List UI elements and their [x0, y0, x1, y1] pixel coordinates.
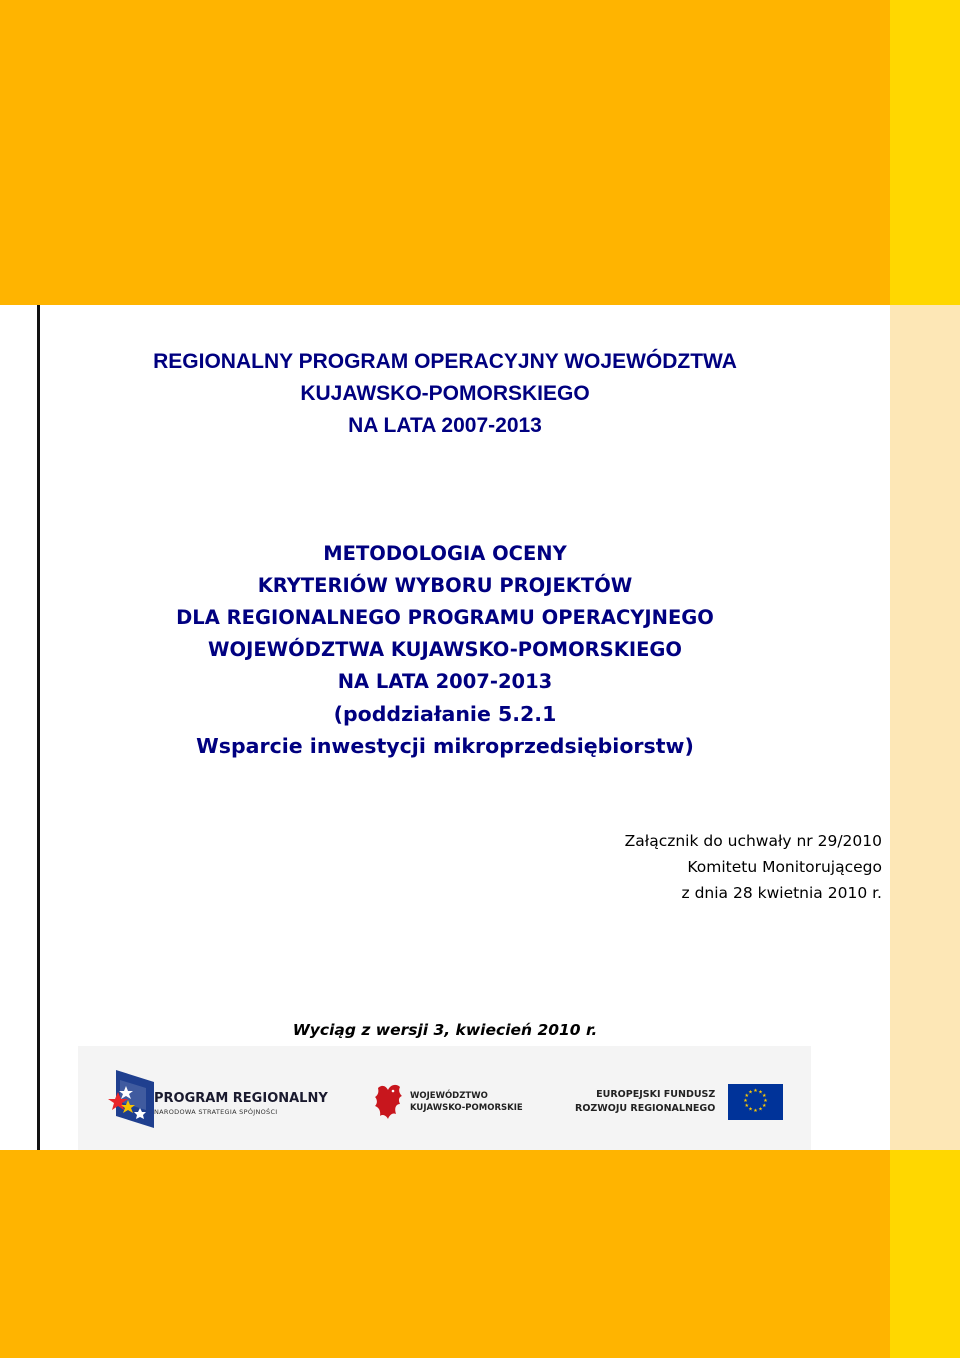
attachment-line: Komitetu Monitorującego: [687, 858, 882, 876]
wojewodztwo-line: WOJEWÓDZTWO: [410, 1091, 488, 1101]
version-extract-note: Wyciąg z wersji 3, kwiecień 2010 r.: [292, 1021, 598, 1039]
svg-text:★: ★: [763, 1098, 768, 1104]
svg-text:★: ★: [743, 1098, 748, 1104]
program-regionalny-logo-icon: [106, 1070, 156, 1130]
attachment-note: [560, 828, 882, 906]
subaction-line: Wsparcie inwestycji mikroprzedsiębiorstw): [196, 734, 694, 758]
wojewodztwo-line: KUJAWSKO-POMORSKIE: [410, 1103, 523, 1113]
methodology-title-line: KRYTERIÓW WYBORU PROJEKTÓW: [257, 574, 633, 597]
methodology-title: [0, 538, 890, 762]
efrr-text: [575, 1088, 715, 1116]
svg-text:★: ★: [744, 1093, 750, 1099]
methodology-title-line: DLA REGIONALNEGO PROGRAMU OPERACYJNEGO: [176, 606, 714, 629]
svg-text:★: ★: [753, 1108, 758, 1114]
bottom-yellow-strip: [890, 1150, 960, 1358]
svg-text:★: ★: [748, 1089, 753, 1096]
bottom-orange-band: [0, 1150, 890, 1358]
methodology-title-line: METODOLOGIA OCENY: [323, 542, 567, 565]
svg-text:★: ★: [753, 1088, 758, 1094]
svg-text:★: ★: [758, 1106, 763, 1113]
program-regionalny-subtitle: NARODOWA STRATEGIA SPÓJNOŚCI: [154, 1108, 278, 1116]
svg-text:★: ★: [748, 1106, 753, 1113]
top-orange-band: [0, 0, 890, 305]
methodology-title-line: WOJEWÓDZTWA KUJAWSKO-POMORSKIEGO: [208, 638, 682, 661]
efrr-line: EUROPEJSKI FUNDUSZ: [596, 1089, 716, 1100]
subaction-line: (poddziałanie 5.2.1: [333, 702, 557, 726]
svg-text:★: ★: [761, 1103, 767, 1109]
program-title-line: NA LATA 2007-2013: [348, 414, 542, 437]
wojewodztwo-text: [410, 1090, 523, 1114]
program-title-line: REGIONALNY PROGRAM OPERACYJNY WOJEWÓDZTWA: [153, 350, 737, 373]
attachment-line: Załącznik do uchwały nr 29/2010: [624, 832, 882, 850]
svg-text:★: ★: [758, 1089, 763, 1096]
svg-text:★: ★: [744, 1103, 750, 1109]
program-regionalny-text: [154, 1091, 328, 1116]
eu-flag-icon: [728, 1084, 783, 1120]
side-cream-strip: [890, 305, 960, 1150]
program-title: [0, 346, 890, 442]
attachment-line: z dnia 28 kwietnia 2010 r.: [681, 884, 882, 902]
methodology-title-line: NA LATA 2007-2013: [337, 670, 553, 693]
svg-text:★: ★: [761, 1093, 767, 1099]
logo-bar: [78, 1046, 811, 1150]
program-title-line: KUJAWSKO-POMORSKIEGO: [300, 382, 590, 405]
griffin-coat-of-arms-icon: [374, 1082, 404, 1120]
efrr-line: ROZWOJU REGIONALNEGO: [575, 1103, 716, 1114]
top-yellow-strip: [890, 0, 960, 305]
program-regionalny-name: PROGRAM REGIONALNY: [154, 1091, 328, 1106]
